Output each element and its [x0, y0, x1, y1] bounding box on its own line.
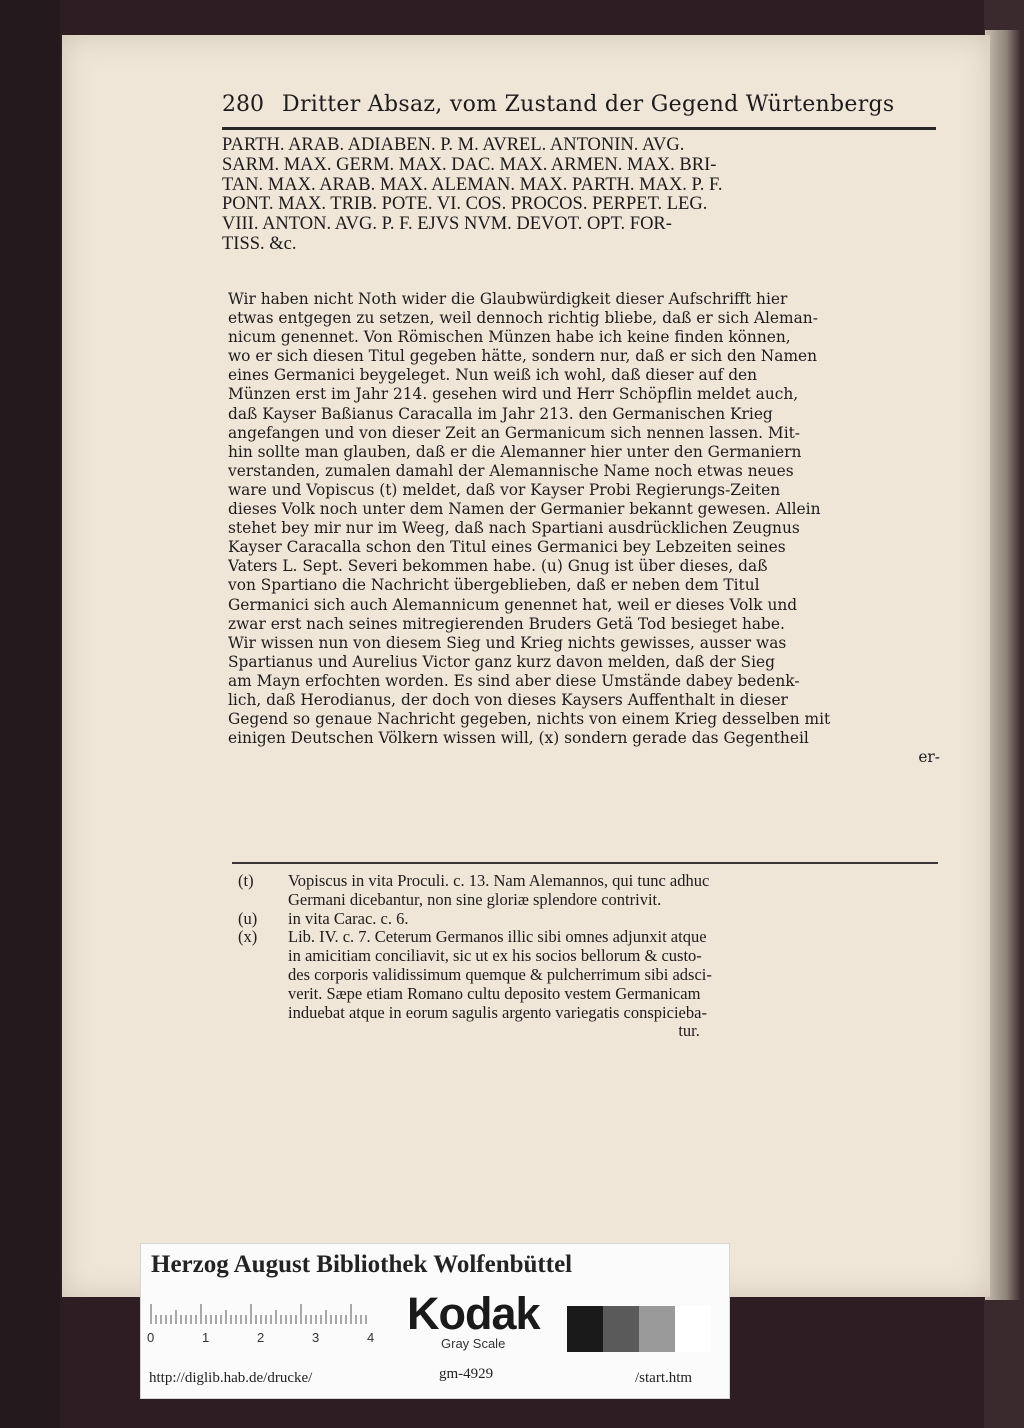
- body-line: von Spartiano die Nachricht übergeblieben, daß er neben dem Titul: [228, 576, 760, 595]
- footnote-line: in amicitiam conciliavit, sic ut ex his socios bellorum & custo-: [288, 946, 702, 966]
- body-line: einigen Deutschen Völkern wissen will, (x) sondern gerade das Gegentheil: [228, 729, 809, 748]
- footnote-rule: [232, 862, 938, 864]
- body-line: dieses Volk noch unter dem Namen der Germanier bekannt gewesen. Allein: [228, 500, 821, 519]
- body-line: Kayser Caracalla schon den Titul eines Germanici bey Lebzeiten seines: [228, 538, 786, 557]
- gray-swatch: [567, 1306, 603, 1352]
- body-line: lich, daß Herodianus, der doch von dieses Kaysers Auffenthalt in dieser: [228, 690, 788, 709]
- body-line: etwas entgegen zu setzen, weil dennoch richtig bliebe, daß er sich Aleman-: [228, 309, 818, 328]
- footnote-line: tur.: [678, 1021, 700, 1041]
- body-line: Münzen erst im Jahr 214. gesehen wird und Herr Schöpflin meldet auch,: [228, 385, 799, 404]
- body-line: Wir haben nicht Noth wider die Glaubwürdigkeit dieser Aufschrifft hier: [228, 290, 788, 308]
- footnote-line: Germani dicebantur, non sine gloriæ splendore contrivit.: [288, 889, 662, 909]
- ruler-number: 3: [312, 1330, 320, 1345]
- footnotes: [238, 872, 950, 1041]
- ruler-number: 2: [257, 1330, 265, 1345]
- body-line: angefangen und von dieser Zeit an Germanicum sich nennen lassen. Mit-: [228, 423, 801, 442]
- body-line: eines Germanici beygeleget. Nun weiß ich wohl, daß dieser auf den: [228, 366, 758, 385]
- ruler-number: 1: [202, 1330, 210, 1345]
- footnote-line: Vopiscus in vita Proculi. c. 13. Nam Alemannos, qui tunc adhuc: [288, 871, 710, 890]
- ruler-number: 4: [367, 1330, 375, 1345]
- footnote-mark: (t): [238, 871, 254, 890]
- ruler-number: 0: [147, 1330, 155, 1345]
- body-line: ware und Vopiscus (t) meldet, daß vor Kayser Probi Regierungs-Zeiten: [228, 480, 781, 499]
- scan-label-card: [140, 1243, 730, 1399]
- inscription-line: TAN. MAX. ARAB. MAX. ALEMAN. MAX. PARTH. MAX. P. F.: [222, 174, 723, 195]
- running-header: [222, 92, 936, 126]
- inscription-line: VIII. ANTON. AVG. P. F. EJVS NVM. DEVOT. OPT. FOR-: [222, 214, 672, 235]
- record-code: gm-4929: [439, 1366, 494, 1382]
- footnote-mark: (x): [238, 927, 258, 947]
- url-left[interactable]: http://diglib.hab.de/drucke/: [149, 1370, 313, 1386]
- page-edge-shadow: [985, 30, 1021, 1300]
- library-name: Herzog August Bibliothek Wolfenbüttel: [151, 1251, 573, 1278]
- gray-swatches: [567, 1306, 711, 1352]
- footnote-line: induebat atque in eorum sagulis argento variegatis conspicieba-: [288, 1002, 707, 1022]
- inscription-line: TISS. &c.: [222, 233, 297, 254]
- footnote-line: des corporis validissimum quemque & pulcherrimum sibi adsci-: [288, 964, 712, 984]
- body-line: stehet bey mir nur im Weeg, daß nach Spartiani ausdrücklichen Zeugnus: [228, 519, 800, 538]
- body-line: Germanici sich auch Alemannicum genennet hat, weil er dieses Volk und: [228, 595, 798, 614]
- footnote-line: in vita Carac. c. 6.: [288, 908, 409, 928]
- gray-swatch: [639, 1306, 675, 1352]
- footnote-line: verit. Sæpe etiam Romano cultu deposito vestem Germanicam: [288, 983, 701, 1003]
- ruler-numbers: [147, 1330, 377, 1348]
- body-line: hin sollte man glauben, daß er die Alemanner hier unter den Germaniern: [228, 442, 802, 461]
- footnote: [238, 910, 950, 929]
- kodak-logo: Kodak: [407, 1288, 540, 1339]
- inscription-line: PARTH. ARAB. ADIABEN. P. M. AVREL. ANTONIN. AVG.: [222, 135, 685, 155]
- body-line: Wir wissen nun von diesem Sieg und Krieg nichts gewisses, ausser was: [228, 633, 787, 652]
- body-line: verstanden, zumalen damahl der Alemannische Name noch etwas neues: [228, 461, 794, 480]
- body-line: daß Kayser Baßianus Caracalla im Jahr 213. den Germanischen Krieg: [228, 404, 773, 423]
- url-right[interactable]: /start.htm: [635, 1370, 693, 1386]
- scan-background-left: [0, 0, 60, 1428]
- latin-inscription: [222, 136, 936, 255]
- gray-scale-label: Gray Scale: [441, 1336, 506, 1351]
- footnote: [238, 928, 950, 1041]
- inscription-line: SARM. MAX. GERM. MAX. DAC. MAX. ARMEN. MAX. BRI-: [222, 154, 717, 175]
- body-line: er-: [918, 748, 940, 767]
- gray-swatch: [603, 1306, 639, 1352]
- body-line: Spartianus und Aurelius Victor ganz kurz davon melden, daß der Sieg: [228, 652, 775, 671]
- body-line: am Mayn erfochten worden. Es sind aber diese Umstände dabey bedenk-: [228, 671, 800, 690]
- body-line: Gegend so genaue Nachricht gegeben, nichts von einem Krieg desselben mit: [228, 710, 831, 729]
- gray-swatch: [675, 1306, 711, 1352]
- body-line: zwar erst nach seines mitregierenden Bruders Getä Tod besieget habe.: [228, 614, 785, 633]
- main-text: [228, 290, 940, 767]
- body-line: wo er sich diesen Titul gegeben hätte, sondern nur, daß er sich den Namen: [228, 347, 818, 366]
- page-number: 280: [222, 92, 264, 117]
- scale-ruler: [149, 1304, 369, 1324]
- inscription-line: PONT. MAX. TRIB. POTE. VI. COS. PROCOS. PERPET. LEG.: [222, 194, 708, 215]
- running-title: Dritter Absaz, vom Zustand der Gegend Würtenbergs: [282, 92, 895, 117]
- header-rule: [222, 127, 936, 130]
- footnote-mark: (u): [238, 908, 258, 928]
- body-line: Vaters L. Sept. Severi bekommen habe. (u) Gnug ist über dieses, daß: [228, 557, 768, 576]
- body-line: nicum genennet. Von Römischen Münzen habe ich keine finden können,: [228, 328, 791, 347]
- footnote-line: Lib. IV. c. 7. Ceterum Germanos illic sibi omnes adjunxit atque: [288, 927, 707, 947]
- footnote: [238, 872, 950, 910]
